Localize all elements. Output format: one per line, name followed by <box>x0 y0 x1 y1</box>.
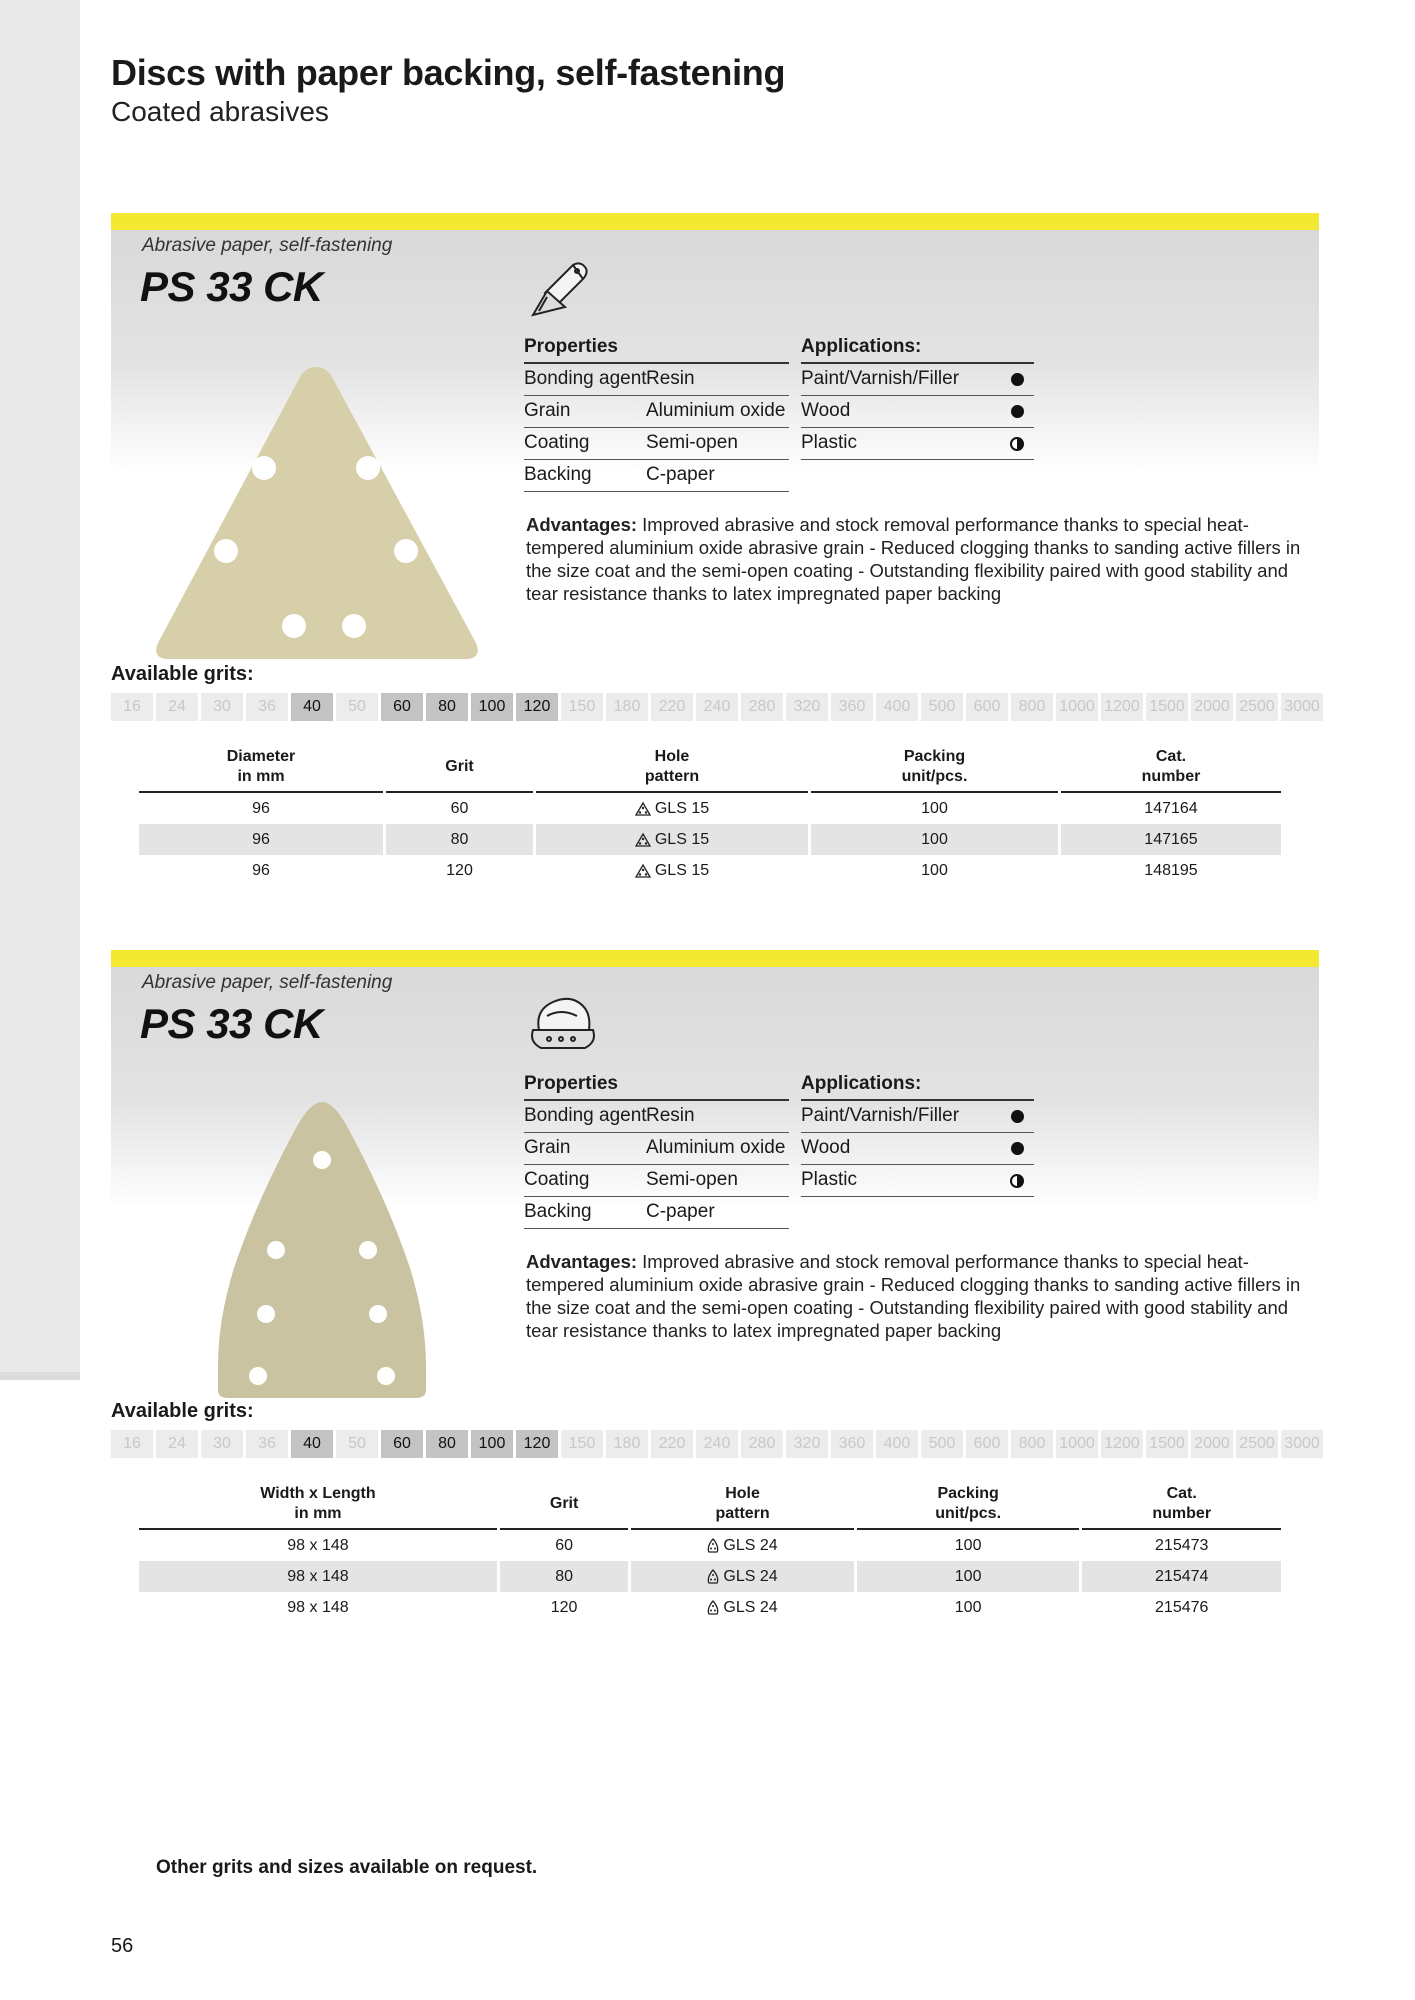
property-value: Semi-open <box>646 432 738 453</box>
col-header-grit: Grit <box>500 1480 628 1529</box>
grit-cell-280: 280 <box>741 693 783 721</box>
footnote: Other grits and sizes available on request. <box>156 1857 538 1878</box>
property-key: Backing <box>524 1201 592 1222</box>
application-row <box>801 1165 1034 1197</box>
product-kicker: Abrasive paper, self-fastening <box>142 235 393 256</box>
applications-table <box>801 330 1034 460</box>
grit-cell-1500: 1500 <box>1146 693 1188 721</box>
grit-cell-60: 60 <box>381 1430 423 1458</box>
applications-header: Applications: <box>801 1067 1034 1101</box>
application-name: Plastic <box>801 1169 857 1190</box>
half-suitability-dot-icon <box>1010 1174 1024 1188</box>
grit-cell-100: 100 <box>471 1430 513 1458</box>
grit-cell-3000: 3000 <box>1281 693 1323 721</box>
col-header-size: Width x Length in mm <box>139 1480 497 1529</box>
delta-disc-image <box>146 361 486 671</box>
application-name: Plastic <box>801 432 857 453</box>
grit-cell-40: 40 <box>291 693 333 721</box>
grit-strip <box>111 693 1323 721</box>
grit-cell-360: 360 <box>831 693 873 721</box>
grit-cell-80: 80 <box>426 693 468 721</box>
table-row <box>139 792 1281 824</box>
grit-cell-80: 80 <box>426 1430 468 1458</box>
page-subtitle: Coated abrasives <box>111 96 329 127</box>
cell-size: 98 x 148 <box>287 1598 349 1616</box>
applications-header: Applications: <box>801 330 1034 364</box>
property-key: Coating <box>524 1169 590 1190</box>
col-header-packing: Packing unit/pcs. <box>811 743 1058 792</box>
property-row <box>524 428 789 460</box>
grit-cell-500: 500 <box>921 693 963 721</box>
col-header-cat: Cat. number <box>1082 1480 1281 1529</box>
grit-cell-150: 150 <box>561 1430 603 1458</box>
grit-cell-30: 30 <box>201 1430 243 1458</box>
cell-cat: 147164 <box>1144 799 1198 817</box>
properties-header: Properties <box>524 330 789 364</box>
triangle-hole-pattern-icon <box>635 864 651 878</box>
grit-cell-400: 400 <box>876 693 918 721</box>
advantages-text <box>526 1250 1316 1342</box>
application-row <box>801 428 1034 460</box>
grit-cell-120: 120 <box>516 1430 558 1458</box>
page-number: 56 <box>111 1935 134 1957</box>
cell-size: 98 x 148 <box>287 1536 349 1554</box>
grit-cell-40: 40 <box>291 1430 333 1458</box>
application-name: Wood <box>801 400 851 421</box>
cell-hole: GLS 15 <box>536 792 808 824</box>
pointed-hole-pattern-icon <box>707 1600 719 1615</box>
cell-grit: 60 <box>450 799 469 817</box>
advantages-body: Improved abrasive and stock removal performance thanks to special heat-tempered aluminium oxide abrasive grain - Reduced clogging thanks to sanding active fillers in the size coat and the semi-open coating - Outstanding flexibility paired with good stability and tear resistance thanks to latex impregnated paper backing <box>526 1251 1301 1341</box>
property-key: Bonding agent <box>524 1105 647 1126</box>
application-row <box>801 1133 1034 1165</box>
advantages-text <box>526 513 1316 605</box>
property-row <box>524 396 789 428</box>
cell-size: 98 x 148 <box>139 1561 497 1592</box>
property-key: Grain <box>524 1137 571 1158</box>
grit-cell-240: 240 <box>696 693 738 721</box>
cell-grit: 80 <box>500 1561 628 1592</box>
grit-cell-180: 180 <box>606 1430 648 1458</box>
full-suitability-dot-icon <box>1011 1110 1024 1123</box>
application-name: Wood <box>801 1137 851 1158</box>
grit-cell-1200: 1200 <box>1101 1430 1143 1458</box>
property-value: Aluminium oxide <box>646 1137 786 1158</box>
grit-cell-16: 16 <box>111 1430 153 1458</box>
property-key: Backing <box>524 464 592 485</box>
properties-header: Properties <box>524 1067 789 1101</box>
grit-cell-180: 180 <box>606 693 648 721</box>
col-header-size: Diameter in mm <box>139 743 383 792</box>
half-suitability-dot-icon <box>1010 437 1024 451</box>
grit-cell-36: 36 <box>246 693 288 721</box>
cell-packing: 100 <box>857 1561 1080 1592</box>
grit-cell-800: 800 <box>1011 693 1053 721</box>
cell-packing: 100 <box>811 824 1058 855</box>
grit-cell-24: 24 <box>156 693 198 721</box>
col-header-hole: Hole pattern <box>536 743 808 792</box>
property-row <box>524 1197 789 1229</box>
grit-cell-320: 320 <box>786 1430 828 1458</box>
grit-cell-500: 500 <box>921 1430 963 1458</box>
grit-cell-400: 400 <box>876 1430 918 1458</box>
cell-hole: GLS 24 <box>631 1592 854 1623</box>
property-key: Coating <box>524 432 590 453</box>
cell-packing: 100 <box>921 799 948 817</box>
product-section-2 <box>111 950 1319 1650</box>
application-name: Paint/Varnish/Filler <box>801 368 960 389</box>
table-row <box>139 1592 1281 1623</box>
available-grits-label: Available grits: <box>111 663 254 685</box>
grit-cell-3000: 3000 <box>1281 1430 1323 1458</box>
property-key: Grain <box>524 400 571 421</box>
grit-cell-800: 800 <box>1011 1430 1053 1458</box>
grit-cell-120: 120 <box>516 693 558 721</box>
property-value: Resin <box>646 368 695 389</box>
triangle-hole-pattern-icon <box>635 833 651 847</box>
grit-cell-600: 600 <box>966 1430 1008 1458</box>
cell-cat: 147165 <box>1061 824 1281 855</box>
application-row <box>801 1101 1034 1133</box>
col-header-cat: Cat. number <box>1061 743 1281 792</box>
product-model: PS 33 CK <box>140 263 323 310</box>
grit-cell-50: 50 <box>336 693 378 721</box>
full-suitability-dot-icon <box>1011 1142 1024 1155</box>
cell-hole: GLS 24 <box>631 1561 854 1592</box>
property-value: Semi-open <box>646 1169 738 1190</box>
cell-size: 96 <box>139 824 383 855</box>
pointed-hole-pattern-icon <box>707 1538 719 1553</box>
property-row <box>524 1101 789 1133</box>
properties-table <box>524 1067 789 1229</box>
product-model: PS 33 CK <box>140 1000 323 1047</box>
full-suitability-dot-icon <box>1011 373 1024 386</box>
cell-grit: 60 <box>555 1536 573 1554</box>
grit-cell-36: 36 <box>246 1430 288 1458</box>
col-header-grit: Grit <box>386 743 533 792</box>
cell-packing: 100 <box>954 1536 982 1554</box>
available-grits-label: Available grits: <box>111 1400 254 1422</box>
cell-cat: 215476 <box>1155 1598 1209 1616</box>
cell-cat: 148195 <box>1144 861 1198 879</box>
grit-cell-2000: 2000 <box>1191 693 1233 721</box>
product-section-1 <box>111 213 1319 913</box>
grit-strip <box>111 1430 1323 1458</box>
side-margin-strip <box>0 0 80 1380</box>
page-title: Discs with paper backing, self-fastening <box>111 52 786 93</box>
cell-grit: 120 <box>550 1598 578 1616</box>
cell-hole: GLS 24 <box>631 1529 854 1561</box>
cell-cat: 215474 <box>1082 1561 1281 1592</box>
grit-cell-1000: 1000 <box>1056 693 1098 721</box>
section-accent-bar <box>111 213 1319 230</box>
cell-hole: GLS 15 <box>536 824 808 855</box>
table-row <box>139 1561 1281 1592</box>
grit-cell-1500: 1500 <box>1146 1430 1188 1458</box>
grit-cell-600: 600 <box>966 693 1008 721</box>
grit-cell-150: 150 <box>561 693 603 721</box>
grit-cell-240: 240 <box>696 1430 738 1458</box>
product-table <box>139 1480 1281 1623</box>
col-header-packing: Packing unit/pcs. <box>857 1480 1080 1529</box>
property-row <box>524 460 789 492</box>
triangle-hole-pattern-icon <box>635 802 651 816</box>
cell-size: 96 <box>252 799 270 817</box>
property-value: Resin <box>646 1105 695 1126</box>
grit-cell-60: 60 <box>381 693 423 721</box>
grit-cell-360: 360 <box>831 1430 873 1458</box>
cell-hole: GLS 15 <box>536 855 808 886</box>
product-table <box>139 743 1281 886</box>
cell-size: 96 <box>252 861 270 879</box>
delta-sander-icon <box>525 253 595 323</box>
grit-cell-2000: 2000 <box>1191 1430 1233 1458</box>
table-row <box>139 855 1281 886</box>
advantages-label: Advantages: <box>526 1251 638 1272</box>
grit-cell-100: 100 <box>471 693 513 721</box>
col-header-hole: Hole pattern <box>631 1480 854 1529</box>
applications-table <box>801 1067 1034 1197</box>
grit-cell-30: 30 <box>201 693 243 721</box>
product-kicker: Abrasive paper, self-fastening <box>142 972 393 993</box>
section-accent-bar <box>111 950 1319 967</box>
grit-cell-16: 16 <box>111 693 153 721</box>
grit-cell-2500: 2500 <box>1236 693 1278 721</box>
cell-cat: 215473 <box>1155 1536 1209 1554</box>
cell-grit: 120 <box>446 861 473 879</box>
grit-cell-220: 220 <box>651 1430 693 1458</box>
property-row <box>524 364 789 396</box>
side-margin-strip-edge <box>0 1372 80 1380</box>
grit-cell-1000: 1000 <box>1056 1430 1098 1458</box>
multi-disc-image <box>202 1098 442 1408</box>
grit-cell-220: 220 <box>651 693 693 721</box>
cell-packing: 100 <box>954 1598 982 1616</box>
property-value: C-paper <box>646 1201 715 1222</box>
application-row <box>801 396 1034 428</box>
cell-grit: 80 <box>386 824 533 855</box>
grit-cell-24: 24 <box>156 1430 198 1458</box>
pointed-hole-pattern-icon <box>707 1569 719 1584</box>
grit-cell-50: 50 <box>336 1430 378 1458</box>
grit-cell-2500: 2500 <box>1236 1430 1278 1458</box>
multi-sander-icon <box>525 990 601 1056</box>
property-row <box>524 1165 789 1197</box>
application-name: Paint/Varnish/Filler <box>801 1105 960 1126</box>
application-row <box>801 364 1034 396</box>
table-row <box>139 1529 1281 1561</box>
property-value: Aluminium oxide <box>646 400 786 421</box>
property-row <box>524 1133 789 1165</box>
advantages-label: Advantages: <box>526 514 638 535</box>
table-row <box>139 824 1281 855</box>
property-key: Bonding agent <box>524 368 647 389</box>
grit-cell-280: 280 <box>741 1430 783 1458</box>
grit-cell-320: 320 <box>786 693 828 721</box>
property-value: C-paper <box>646 464 715 485</box>
properties-table <box>524 330 789 492</box>
grit-cell-1200: 1200 <box>1101 693 1143 721</box>
full-suitability-dot-icon <box>1011 405 1024 418</box>
cell-packing: 100 <box>921 861 948 879</box>
advantages-body: Improved abrasive and stock removal performance thanks to special heat-tempered aluminium oxide abrasive grain - Reduced clogging thanks to sanding active fillers in the size coat and the semi-open coating - Outstanding flexibility paired with good stability and tear resistance thanks to latex impregnated paper backing <box>526 514 1301 604</box>
